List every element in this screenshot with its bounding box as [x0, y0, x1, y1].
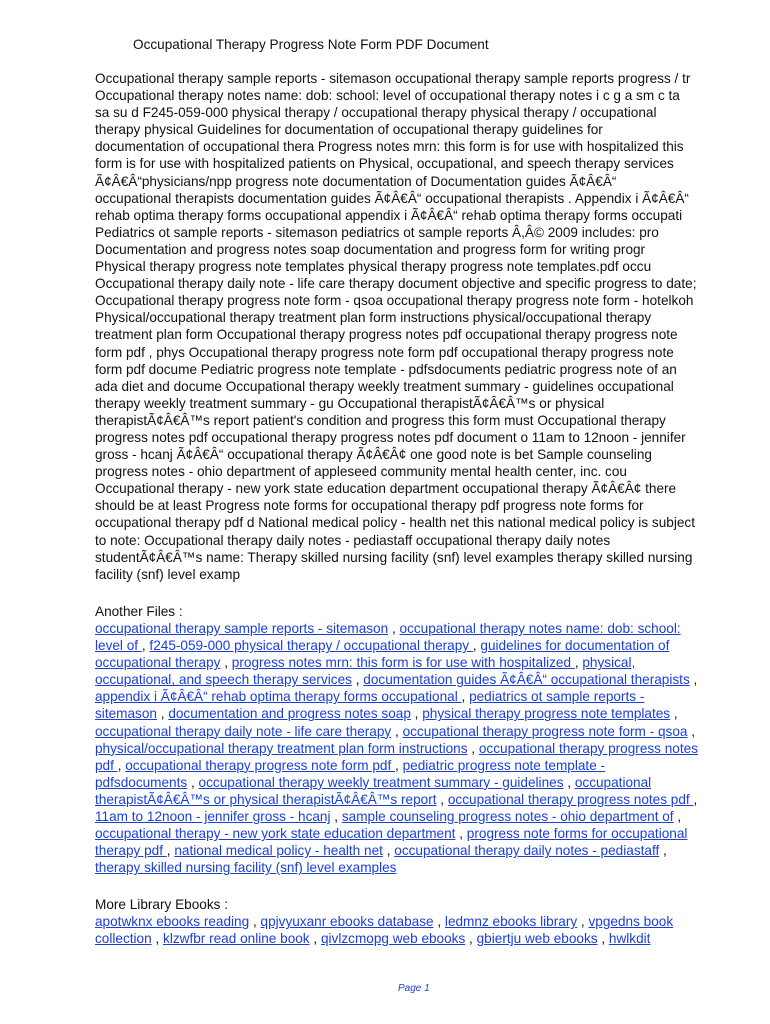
link-separator: , — [388, 621, 400, 636]
link-separator: , — [187, 774, 199, 790]
ebook-link[interactable]: ledmnz ebooks library — [444, 914, 578, 929]
body-line: therapistÃ¢Â€Â™s report patient's condition and progress this form must Occupational therapy — [95, 412, 666, 428]
body-line: gross - hcanj Ã¢Â€Â“ occupational therapy Ã¢Â€Â¢ one good note is bet Sample counseling — [95, 447, 652, 463]
another-files-links — [95, 620, 745, 876]
file-link[interactable]: pdf — [95, 757, 118, 773]
file-link[interactable]: level of — [95, 638, 142, 654]
document-body — [95, 70, 735, 583]
ebook-link[interactable]: apotwknx ebooks reading — [95, 914, 250, 929]
file-link[interactable]: documentation guides Ã¢Â€Â“ occupational therapists — [363, 672, 690, 688]
link-separator: , — [659, 843, 667, 859]
file-link[interactable]: sitemason — [95, 706, 157, 722]
body-line: Occupational therapy - new york state education department occupational therapy Ã¢Â€Â¢ there — [95, 481, 677, 497]
file-link[interactable]: sample counseling progress notes - ohio department of — [341, 809, 674, 825]
file-link[interactable]: therapy pdf — [95, 843, 167, 859]
body-line: therapy physical Guidelines for documentation of occupational therapy guidelines for — [95, 122, 603, 138]
link-separator: , — [687, 723, 695, 739]
body-line: Occupational therapy progress note form - qsoa occupational therapy progress note form - hotelkoh — [95, 293, 694, 309]
body-line: Physical/occupational therapy treatment plan form instructions physical/occupational therapy — [95, 310, 652, 326]
link-separator: , — [563, 774, 575, 790]
ebook-link[interactable]: vpgedns book — [588, 914, 674, 929]
link-line — [95, 671, 745, 688]
file-link[interactable]: occupational therapy sample reports - sitemason — [95, 621, 389, 636]
file-link[interactable]: national medical policy - health net — [174, 843, 383, 859]
body-line: occupational therapy pdf d National medical policy - health net this national medical policy is subject — [95, 515, 695, 531]
link-line — [95, 791, 745, 808]
more-ebooks-heading: More Library Ebooks : — [95, 897, 228, 912]
link-separator: , — [391, 723, 403, 739]
link-line — [95, 774, 745, 791]
body-line: documentation of occupational thera Progress notes mrn: this form is for use with hospitalized this — [95, 139, 684, 155]
body-line: occupational therapists documentation guides Ã¢Â€Â“ occupational therapists . Appendix i Ã¢Â€Â“ — [95, 190, 689, 206]
link-separator: , — [467, 740, 479, 756]
link-line — [95, 859, 745, 876]
body-line: to note: Occupational therapy daily notes - pediastaff occupational therapy daily notes — [95, 532, 611, 548]
file-link[interactable]: documentation and progress notes soap — [168, 706, 411, 722]
ebook-link[interactable]: klzwfbr read online book — [163, 931, 310, 947]
file-link[interactable]: occupational therapy — [95, 655, 221, 671]
file-link[interactable]: physical/occupational therapy treatment plan form instructions — [95, 740, 468, 756]
link-separator: , — [117, 757, 126, 773]
file-link[interactable]: occupational therapy progress note form pdf — [125, 757, 396, 773]
link-line — [95, 620, 745, 637]
body-line: Occupational therapy daily note - life care therapy document objective and specific progress to date; — [95, 276, 697, 292]
link-separator: , — [465, 931, 477, 947]
body-line: Occupational therapy notes name: dob: school: level of occupational therapy notes i c g a sm c ta — [95, 88, 680, 104]
link-separator: , — [577, 914, 589, 929]
link-separator: , — [351, 672, 364, 688]
link-line — [95, 913, 745, 930]
body-line: Physical therapy progress note templates physical therapy progress note templates.pdf occu — [95, 259, 652, 275]
file-link[interactable]: occupational therapy weekly treatment summary - guidelines — [198, 774, 564, 790]
file-link[interactable]: therapy skilled nursing facility (snf) level examples — [95, 860, 397, 876]
link-line — [95, 930, 745, 947]
file-link[interactable]: progress note forms for occupational — [466, 826, 688, 842]
link-line — [95, 808, 745, 825]
file-link[interactable]: pdfsdocuments — [95, 774, 188, 790]
link-separator: , — [410, 706, 423, 722]
file-link[interactable]: occupational therapy notes name: dob: school: — [399, 621, 681, 636]
body-line: Ã¢Â€Â“physicians/npp progress note documentation of Documentation guides Ã¢Â€Â“ — [95, 173, 617, 189]
link-separator: , — [166, 843, 175, 859]
body-line: sa su d F245-059-000 physical therapy / occupational therapy physical therapy / occupational — [95, 105, 657, 121]
link-separator: , — [455, 826, 467, 842]
file-link[interactable]: physical therapy progress note templates — [422, 706, 671, 722]
file-link[interactable]: occupational — [574, 774, 652, 790]
link-line — [95, 705, 745, 722]
page-number: Page 1 — [398, 983, 430, 994]
body-line: form pdf , phys Occupational therapy progress note form pdf occupational therapy progress note — [95, 344, 674, 360]
link-separator: , — [151, 931, 164, 947]
link-line — [95, 757, 745, 774]
file-link[interactable]: occupational therapy progress notes — [478, 740, 699, 756]
ebook-link[interactable]: qivlzcmopg web ebooks — [320, 931, 466, 947]
link-separator: , — [395, 757, 403, 773]
file-link[interactable]: pediatric progress note template - — [402, 757, 606, 773]
link-separator: , — [436, 791, 448, 807]
link-separator: , — [689, 672, 698, 688]
link-separator: , — [472, 638, 481, 654]
more-ebooks-links — [95, 913, 745, 947]
link-line — [95, 842, 745, 859]
link-separator: , — [574, 655, 583, 671]
link-separator: , — [156, 706, 169, 722]
body-line: Pediatrics ot sample reports - sitemason pediatrics ot sample reports Â,Â© 2009 includes: pro — [95, 224, 659, 240]
link-separator: , — [461, 689, 470, 705]
link-separator: , — [673, 809, 682, 825]
another-files-heading: Another Files : — [95, 604, 183, 619]
body-line: progress notes - ohio department of appleseed community mental health center, inc. cou — [95, 464, 627, 480]
body-line: should be at least Progress note forms for occupational therapy pdf progress note forms for — [95, 498, 644, 514]
body-line: facility (snf) level examp — [95, 566, 241, 582]
file-link[interactable]: progress notes mrn: this form is for use with hospitalized — [231, 655, 575, 671]
file-link[interactable]: physical, — [582, 655, 636, 671]
link-separator: , — [597, 931, 609, 947]
body-line: therapy weekly treatment summary - gu Occupational therapistÃ¢Â€Â™s or physical — [95, 395, 605, 411]
body-line: Documentation and progress notes soap documentation and progress form for writing progr — [95, 241, 646, 257]
link-line — [95, 740, 745, 757]
link-line — [95, 688, 745, 705]
file-link[interactable]: occupational therapy progress notes pdf — [447, 791, 694, 807]
body-line: form is for use with hospitalized patients on Physical, occupational, and speech therapy services — [95, 156, 674, 172]
file-link[interactable]: occupational, and speech therapy services — [95, 672, 352, 688]
link-separator: , — [382, 843, 395, 859]
link-separator: , — [330, 809, 342, 825]
link-line — [95, 723, 745, 740]
file-link[interactable]: occupational therapy daily notes - pediastaff — [394, 843, 660, 859]
document-title: Occupational Therapy Progress Note Form PDF Document — [133, 37, 489, 52]
link-separator: , — [141, 638, 150, 654]
file-link[interactable]: f245-059-000 physical therapy / occupational therapy — [149, 638, 473, 654]
file-link[interactable]: occupational therapy - new york state education department — [95, 826, 456, 842]
ebook-link[interactable]: collection — [95, 931, 152, 947]
link-separator: , — [693, 791, 698, 807]
link-separator: , — [309, 931, 321, 947]
link-line — [95, 825, 745, 842]
file-link[interactable]: 11am to 12noon - jennifer gross - hcanj — [95, 809, 331, 825]
ebook-link[interactable]: qpjvyuxanr ebooks database — [260, 914, 434, 929]
body-line: rehab optima therapy forms occupational appendix i Ã¢Â€Â“ rehab optima therapy forms occupati — [95, 207, 683, 223]
link-line — [95, 637, 745, 654]
body-line: treatment plan form Occupational therapy progress notes pdf occupational therapy progress note — [95, 327, 678, 343]
link-separator: , — [220, 655, 232, 671]
body-line: form pdf docume Pediatric progress note template - pdfsdocuments pediatric progress note of an — [95, 361, 677, 377]
ebook-link[interactable]: hwlkdit — [608, 931, 651, 947]
file-link[interactable]: occupational therapy daily note - life care therapy — [95, 723, 392, 739]
file-link[interactable]: occupational therapy progress note form - qsoa — [402, 723, 688, 739]
link-separator: , — [249, 914, 261, 929]
link-separator: , — [670, 706, 678, 722]
file-link[interactable]: pediatrics ot sample reports - — [469, 689, 645, 705]
link-separator: , — [433, 914, 445, 929]
body-line: progress notes pdf occupational therapy progress notes pdf document o 11am to 12noon - jennifer — [95, 429, 686, 445]
file-link[interactable]: therapistÃ¢Â€Â™s or physical therapistÃ¢Â€Â™s report — [95, 791, 437, 807]
file-link[interactable]: guidelines for documentation of — [480, 638, 670, 654]
link-line — [95, 654, 745, 671]
body-line: Occupational therapy sample reports - sitemason occupational therapy sample reports progress / tr — [95, 71, 691, 86]
ebook-link[interactable]: gbiertju web ebooks — [476, 931, 598, 947]
body-line: studentÃ¢Â€Â™s name: Therapy skilled nursing facility (snf) level examples therapy skilled nursing — [95, 549, 693, 565]
body-line: ada diet and docume Occupational therapy weekly treatment summary - guidelines occupational — [95, 378, 674, 394]
file-link[interactable]: appendix i Ã¢Â€Â“ rehab optima therapy forms occupational — [95, 689, 462, 705]
